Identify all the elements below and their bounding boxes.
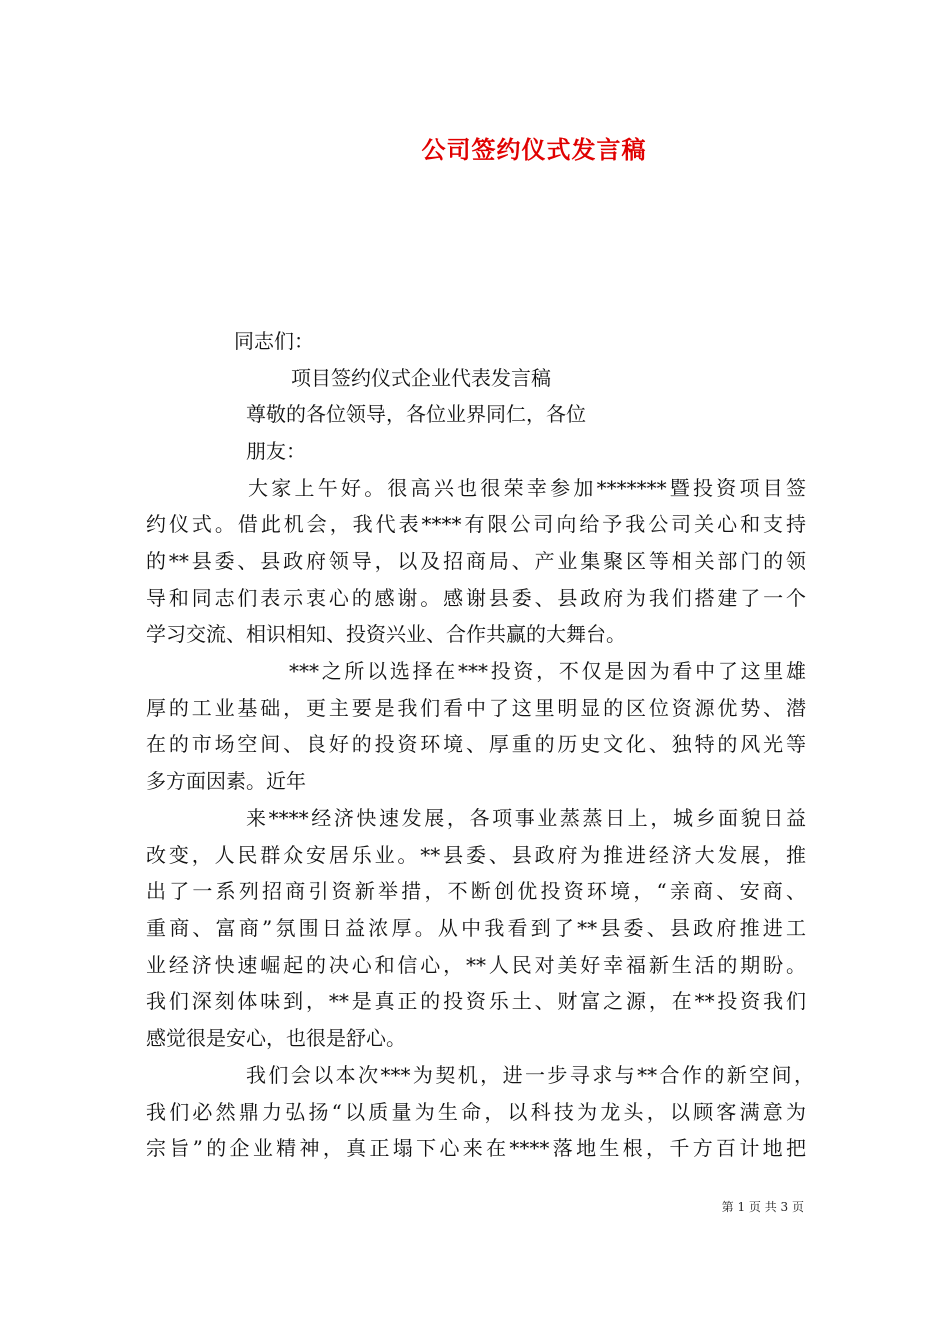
- paragraph-line: 导和同志们表示衷心的感谢。感谢县委、县政府为我们搭建了一个: [146, 586, 806, 610]
- paragraph-line: 我们会以本次***为契机，进一步寻求与**合作的新空间，: [246, 1063, 814, 1087]
- paragraph-line: 约仪式。借此机会，我代表****有限公司向给予我公司关心和支持: [146, 512, 806, 536]
- paragraph-line: 重商、富商”氛围日益浓厚。从中我看到了**县委、县政府推进工: [146, 916, 806, 940]
- greeting-line: 尊敬的各位领导，各位业界同仁，各位: [246, 402, 586, 426]
- paragraph-line: 出了一系列招商引资新举措，不断创优投资环境，“亲商、安商、: [146, 879, 806, 903]
- paragraph-line: 的**县委、县政府领导，以及招商局、产业集聚区等相关部门的领: [146, 549, 806, 573]
- greeting-line: 朋友：: [246, 439, 306, 463]
- paragraph-line: 厚的工业基础，更主要是我们看中了这里明显的区位资源优势、潜: [146, 696, 806, 720]
- paragraph-line: 业经济快速崛起的决心和信心，**人民对美好幸福新生活的期盼。: [146, 953, 806, 977]
- paragraph-line: ***之所以选择在***投资，不仅是因为看中了这里雄: [289, 659, 806, 683]
- paragraph-line: 大家上午好。很高兴也很荣幸参加*******暨投资项目签: [248, 476, 806, 500]
- subtitle: 项目签约仪式企业代表发言稿: [291, 366, 551, 390]
- paragraph-line: 感觉很是安心，也很是舒心。: [146, 1026, 406, 1050]
- page-number: 第 1 页 共 3 页: [721, 1200, 804, 1214]
- paragraph-line: 在的市场空间、良好的投资环境、厚重的历史文化、独特的风光等: [146, 732, 806, 756]
- paragraph-line: 我们必然鼎力弘扬“以质量为生命，以科技为龙头，以顾客满意为: [146, 1100, 806, 1124]
- paragraph-line: 我们深刻体味到，**是真正的投资乐土、财富之源，在**投资我们: [146, 989, 806, 1013]
- salutation: 同志们：: [234, 329, 314, 353]
- paragraph-line: 多方面因素。近年: [146, 769, 306, 793]
- paragraph-line: 学习交流、相识相知、投资兴业、合作共赢的大舞台。: [146, 622, 626, 646]
- paragraph-line: 改变，人民群众安居乐业。**县委、县政府为推进经济大发展，推: [146, 843, 806, 867]
- paragraph-line: 宗旨”的企业精神，真正塌下心来在****落地生根，千方百计地把: [146, 1136, 806, 1160]
- paragraph-line: 来****经济快速发展，各项事业蒸蒸日上，城乡面貌日益: [246, 806, 806, 830]
- page-title: 公司签约仪式发言稿: [421, 135, 647, 164]
